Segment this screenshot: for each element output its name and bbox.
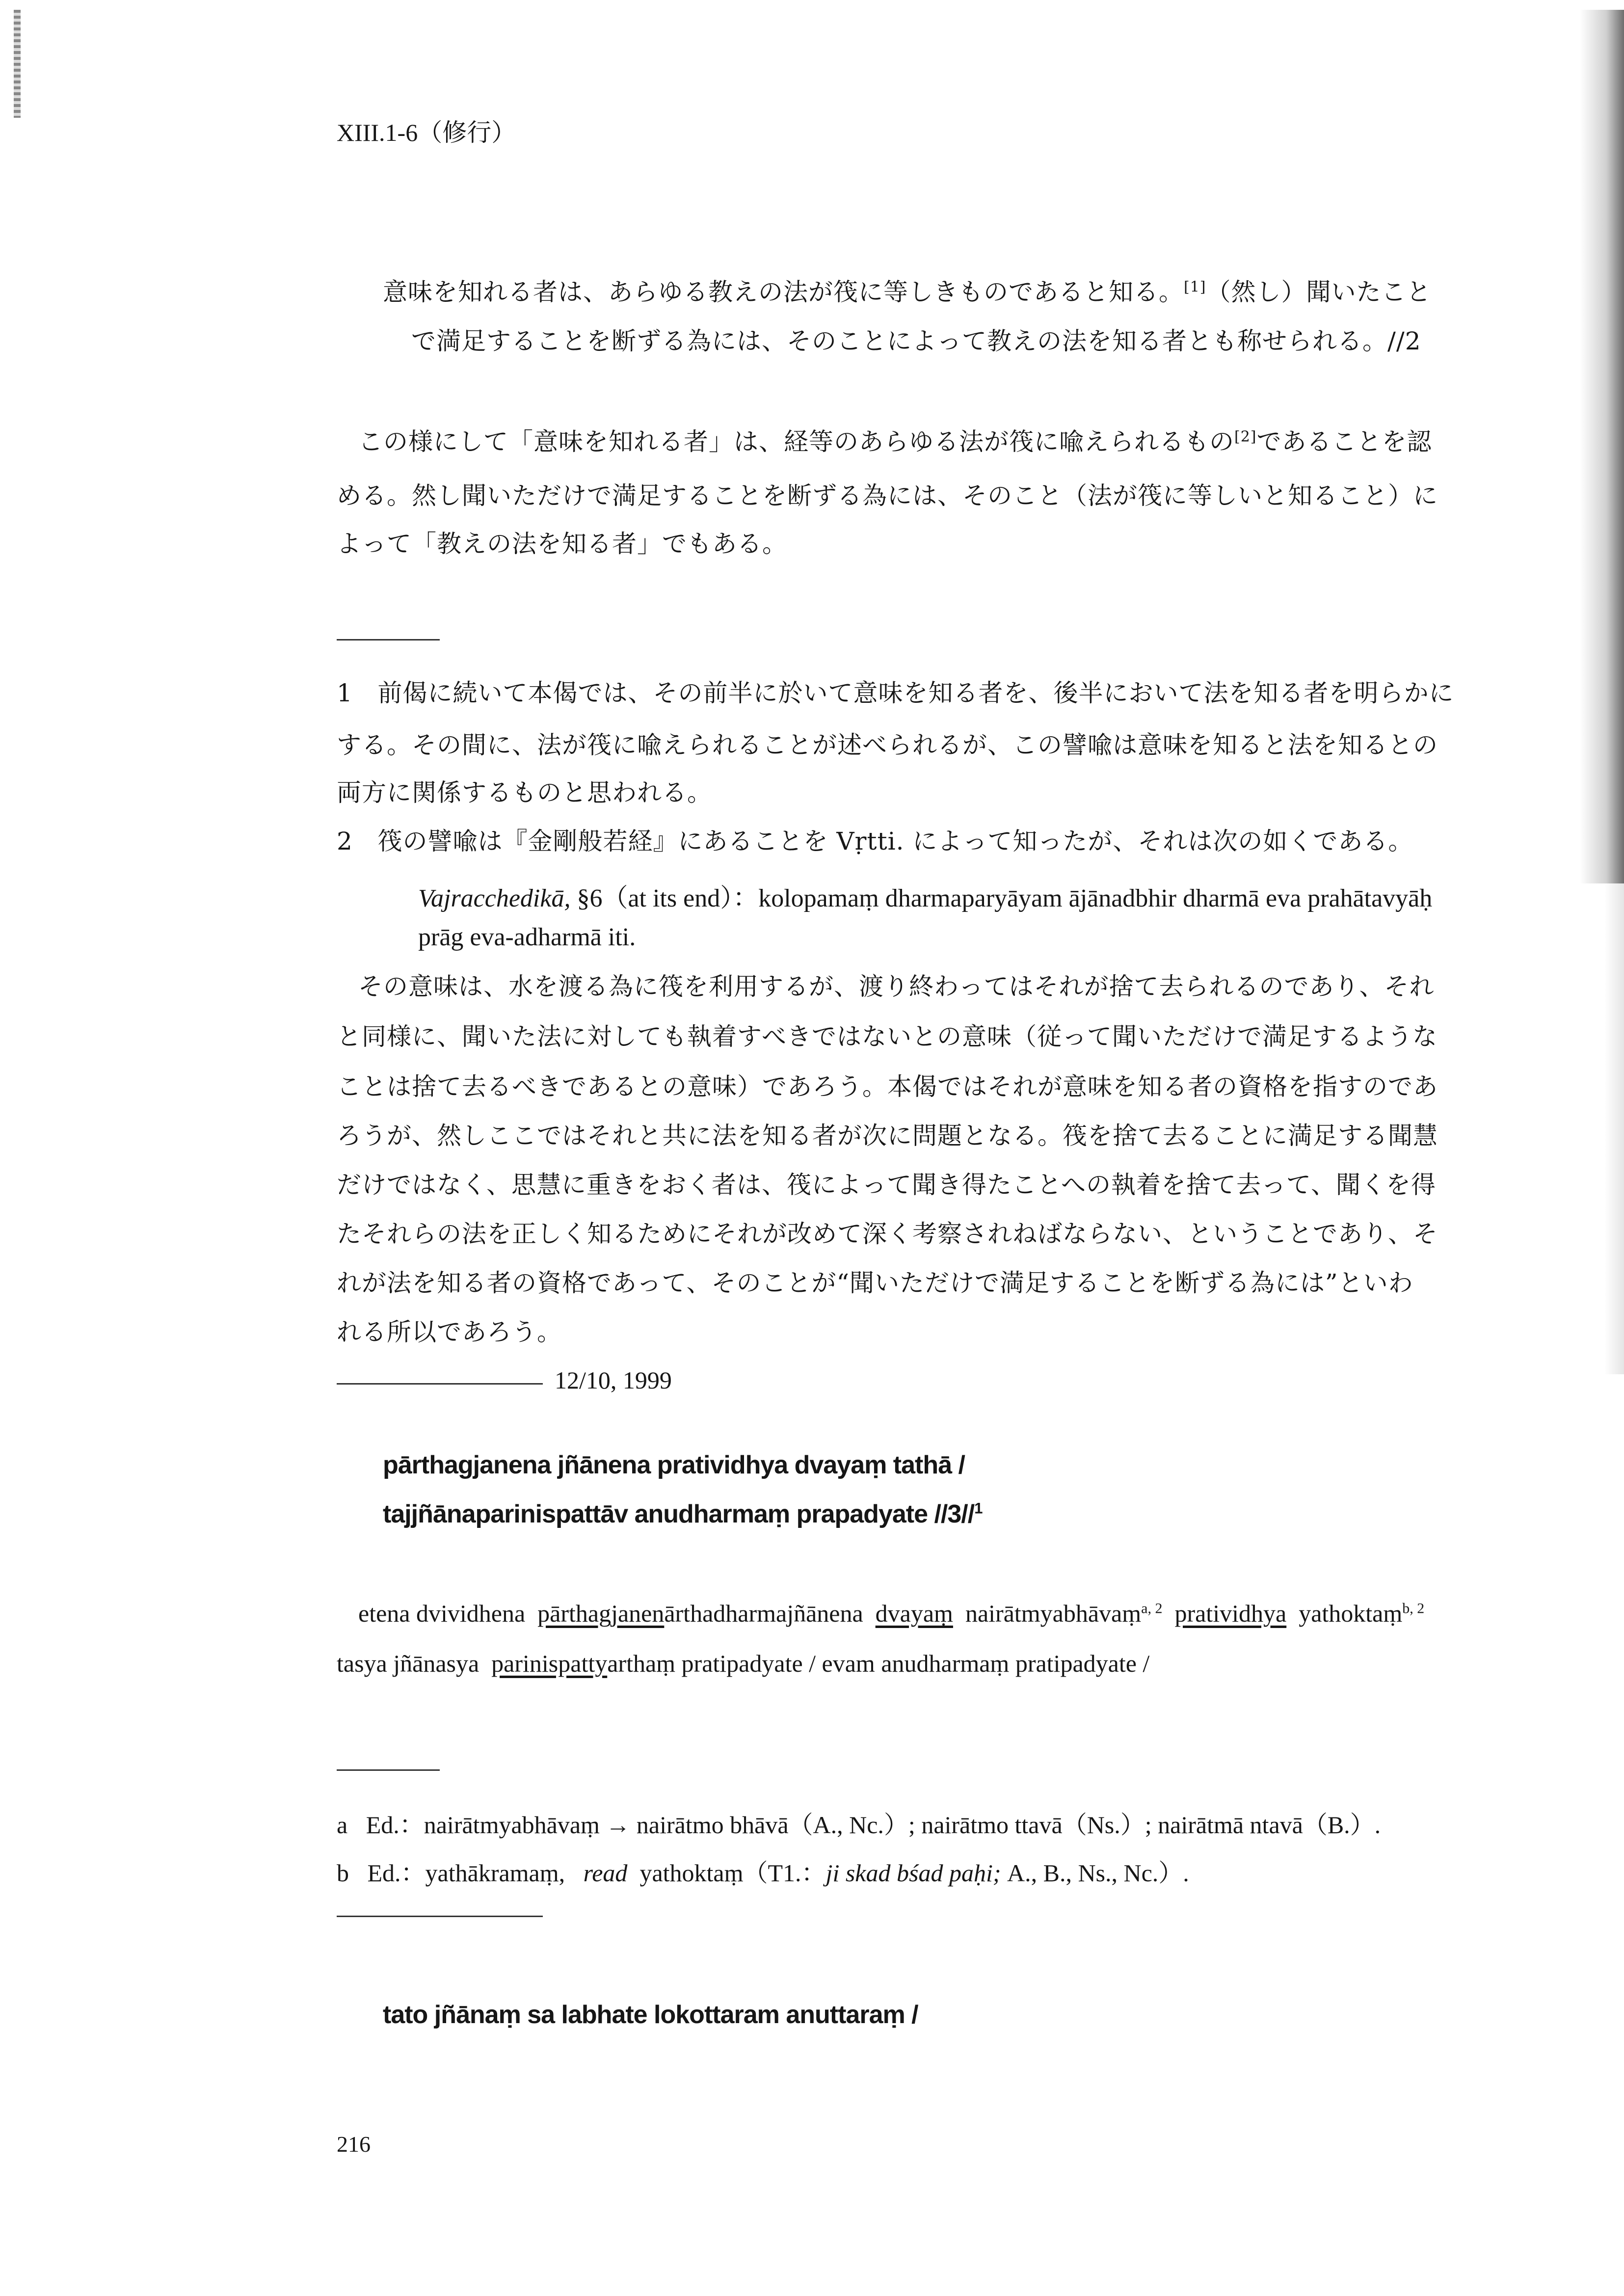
apparatus-b: b Ed.：yathākramaṃ, read yathoktaṃ（T1.：ji skad bśad paḥi; A., B., Ns., Nc.）. bbox=[337, 1859, 1189, 1887]
footnote-2-para-line-8: れる所以であろう。 bbox=[337, 1318, 562, 1346]
footnote-2-para-line-1: その意味は、水を渡る為に筏を利用するが、渡り終わってはそれが捨て去られるのであり、それ bbox=[358, 972, 1435, 1001]
footnote-1-line-1: 1 前偈に続いて本偈では、その前半に於いて意味を知る者を、後半において法を知る者を明らかに bbox=[337, 679, 1454, 707]
footnote-2-para-line-7: れが法を知る者の資格であって、そのことが“聞いただけで満足することを断ずる為には”といわ bbox=[337, 1269, 1413, 1297]
running-head: XIII.1-6（修行） bbox=[337, 119, 516, 146]
footnote-2-para-line-6: たそれらの法を正しく知るためにそれが改めて深く考察されねばならない、ということであり、そ bbox=[337, 1220, 1438, 1248]
verse-jp-line-1: 意味を知れる者は、あらゆる教えの法が筏に等しきものであると知る。[1]（然し）聞いたこと bbox=[383, 278, 1432, 306]
scan-edge-left bbox=[14, 10, 21, 118]
vajracchedika-citation-line-2: prāg eva-adharmā iti. bbox=[418, 923, 636, 951]
scan-shadow-right-lower bbox=[1604, 883, 1624, 1374]
verse-3-note-ref: 1 bbox=[974, 1499, 983, 1517]
date-rule bbox=[337, 1383, 543, 1385]
footnote-ref-2: [2] bbox=[1234, 428, 1257, 446]
verse-jp-line-2: で満足することを断ずる為には、そのことによって教えの法を知る者とも称せられる。//2 bbox=[411, 327, 1421, 355]
footnote-2-para-line-2: と同様に、聞いた法に対しても執着すべきではないとの意味（従って聞いただけで満足するような bbox=[337, 1022, 1438, 1051]
commentary-jp-line-3: よって「教えの法を知る者」でもある。 bbox=[337, 530, 787, 558]
commentary-jp-line-1: この様にして「意味を知れる者」は、経等のあらゆる法が筏に喩えられるもの[2]であることを認 bbox=[358, 427, 1432, 456]
footnote-ref-1: [1] bbox=[1184, 278, 1206, 296]
verse-4-line-1: tato jñānaṃ sa labhate lokottaram anuttaraṃ / bbox=[383, 2001, 918, 2029]
footnote-rule bbox=[337, 639, 440, 641]
footnote-1-line-3: 両方に関係するものと思われる。 bbox=[337, 778, 712, 807]
footnote-2-para-line-4: ろうが、然しここではそれと共に法を知る者が次に問題となる。筏を捨て去ることに満足する聞慧 bbox=[337, 1121, 1438, 1150]
commentary-jp-line-2: める。然し聞いただけで満足することを断ずる為には、そのこと（法が筏に等しいと知ること）に bbox=[337, 481, 1438, 510]
apparatus-a: a Ed.：nairātmyabhāvaṃ → nairātmo bhāvā（A., Nc.）; nairātmo ttavā（Ns.）; nairātmā ntavā（B.）. bbox=[337, 1811, 1381, 1839]
verse-3-line-1: pārthagjanena jñānena pratividhya dvayaṃ tathā / bbox=[383, 1451, 965, 1479]
verse-3-line-2: tajjñānaparinispattāv anudharmaṃ prapadyate //3//$^1$ bbox=[383, 1499, 983, 1528]
apparatus-ref-a: a, 2 bbox=[1141, 1600, 1163, 1617]
footnote-2-para-line-5: だけではなく、思慧に重きをおく者は、筏によって聞き得たことへの執着を捨て去って、聞くを得 bbox=[337, 1171, 1436, 1199]
scan-shadow-right bbox=[1580, 10, 1624, 883]
footnote-1-line-2: する。その間に、法が筏に喩えられることが述べられるが、この譬喩は意味を知ると法を知るとの bbox=[337, 731, 1438, 759]
vajracchedika-citation-line-1: Vajracchedikā, §6（at its end）：kolopamaṃ dharmaparyāyam ājānadbhir dharmā eva prahātavyāḥ bbox=[418, 884, 1433, 912]
apparatus-ref-b: b, 2 bbox=[1402, 1600, 1425, 1617]
apparatus-rule bbox=[337, 1769, 440, 1771]
date: 12/10, 1999 bbox=[555, 1366, 672, 1394]
footnote-2-line-1: 2 筏の譬喩は『金剛般若経』にあることを Vṛtti. によって知ったが、それは次の如くである。 bbox=[337, 827, 1413, 855]
commentary-sk-line-2: tasya jñānasya parinispattyarthaṃ pratipadyate / evam anudharmaṃ pratipadyate / bbox=[337, 1650, 1150, 1677]
commentary-sk-line-1: etena dvividhena pārthagjanenārthadharmajñānena dvayaṃ nairātmyabhāvaṃ$^{a, 2}$ pratividhya yathoktaṃ$^{b, 2}$ bbox=[358, 1600, 1425, 1627]
page-number: 216 bbox=[337, 2132, 371, 2157]
footnote-2-para-line-3: ことは捨て去るべきであるとの意味）であろう。本偈ではそれが意味を知る者の資格を指すのであ bbox=[337, 1072, 1438, 1101]
apparatus-end-rule bbox=[337, 1916, 543, 1917]
